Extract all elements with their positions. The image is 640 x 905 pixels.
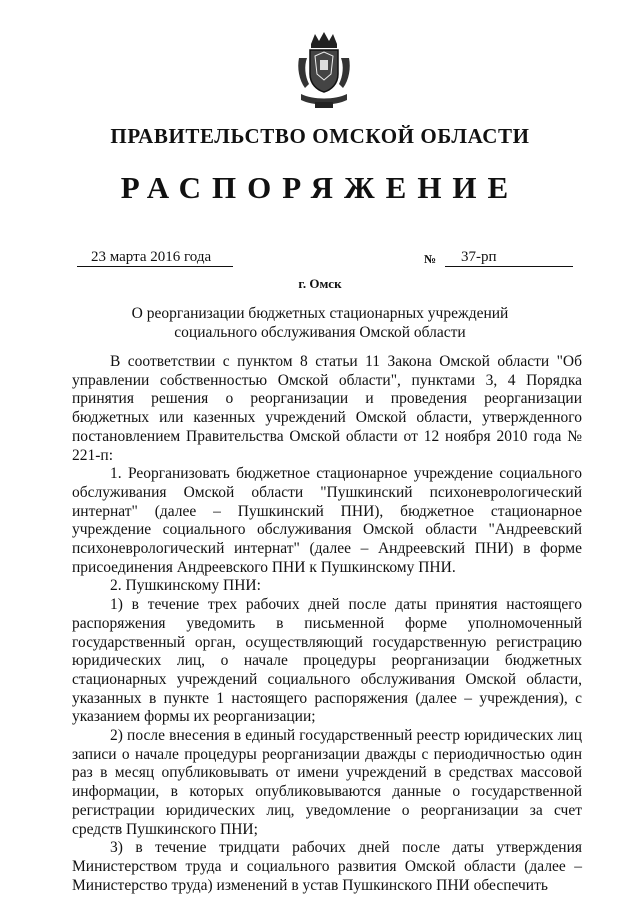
number-sign: №	[424, 252, 437, 266]
paragraph-subitem-2: 2) после внесения в единый государственный реестр юридических лиц записи о начале процедуры реорганизации дважды с периодичностью один раз в месяц опубликовывать от имени учреждений в средствах массовой информации, в которых опубликовываются данные о государственной регистрации юридических лиц, уведомление о реорганизации за счет средств Пушкинского ПНИ;	[72, 727, 582, 838]
document-number-text: 37-рп	[461, 249, 497, 265]
document-number	[445, 248, 573, 267]
document-date-text: 23 марта 2016 года	[91, 249, 212, 265]
paragraph-item-2: 2. Пушкинскому ПНИ:	[110, 577, 261, 595]
government-title: ПРАВИТЕЛЬСТВО ОМСКОЙ ОБЛАСТИ	[110, 124, 530, 148]
document-date	[77, 248, 233, 267]
document-body	[72, 353, 582, 895]
subject-line-1: О реорганизации бюджетных стационарных учреждений	[131, 305, 509, 322]
document-city: г. Омск	[298, 276, 342, 291]
document-type: РАСПОРЯЖЕНИЕ	[120, 170, 520, 205]
paragraph-item-1: 1. Реорганизовать бюджетное стационарное учреждение социального обслуживания Омской области "Пушкинский психоневрологический интернат" (далее – Пушкинский ПНИ), бюджетное стационарное учреждение социального обслуживания Омской области "Андреевский психоневрологический интернат" (далее – Андреевский ПНИ) в форме присоединения Андреевского ПНИ к Пушкинскому ПНИ.	[72, 465, 582, 576]
document-subject	[0, 304, 640, 342]
subject-line-2: социального обслуживания Омской области	[174, 324, 466, 341]
paragraph-subitem-3: 3) в течение тридцати рабочих дней после даты утверждения Министерством труда и социального развития Омской области (далее – Министерство труда) изменений в устав Пушкинского ПНИ обеспечить	[72, 839, 582, 894]
omsk-coat-of-arms-icon	[293, 30, 355, 110]
paragraph-subitem-1: 1) в течение трех рабочих дней после даты принятия настоящего распоряжения уведомить в письменной форме уполномоченный государственный орган, осуществляющий государственную регистрацию юридических лиц, о начале процедуры реорганизации бюджетных стационарных учреждений социального обслуживания Омской области, указанных в пункте 1 настоящего распоряжения (далее – учреждения), с указанием формы их реорганизации;	[72, 596, 582, 726]
paragraph-preamble: В соответствии с пунктом 8 статьи 11 Закона Омской области "Об управлении собственностью Омской области", пунктами 3, 4 Порядка принятия решения о реорганизации и проведения реорганизации бюджетных или казенных учреждений Омской области, утвержденного постановлением Правительства Омской области от 12 ноября 2010 года № 221-п:	[72, 353, 582, 464]
